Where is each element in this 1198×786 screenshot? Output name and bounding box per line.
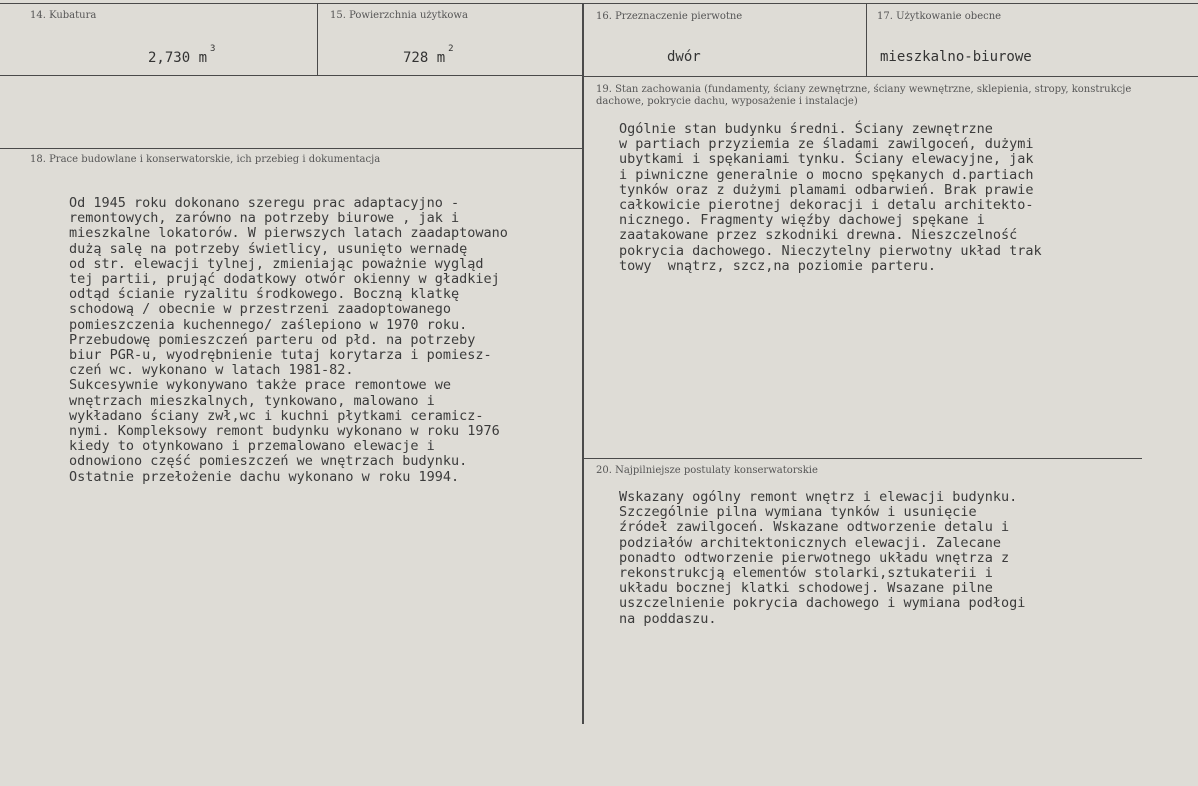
rule-row1-left-bottom bbox=[0, 75, 582, 76]
kubatura-label: 14. Kubatura bbox=[30, 10, 97, 21]
rule-row1-right-bottom bbox=[582, 76, 1198, 77]
rule-main-vertical bbox=[582, 4, 584, 724]
rule-top bbox=[0, 3, 1198, 4]
kubatura-unit-exponent: 3 bbox=[210, 44, 216, 54]
stan-zachowania-text: Ogólnie stan budynku średni. Ściany zewnętrzne w partiach przyziemia ze śladami zawilgoceń, dużymi ubytkami i spękaniami tynku. Ściany elewacyjne, jak i piwniczne generalnie o mocno spękanych d.partiach tynków oraz z dużymi plamami odbarwień. Brak prawie całkowicie pierotnej dekoracji i detalu architekto- nicznego. Fragmenty więźby dachowej spękane i zaatakowane przez szkodniki drewna. Nieszczelność pokrycia dachowego. Nieczytelny pierwotny układ trak towy wnątrz, szcz,na poziomie parteru. bbox=[619, 121, 1042, 274]
rule-divider-16-17 bbox=[866, 4, 867, 76]
kubatura-number: 2,730 m bbox=[148, 50, 208, 66]
rule-section18-top bbox=[0, 148, 582, 149]
przeznaczenie-label: 16. Przeznaczenie pierwotne bbox=[596, 11, 743, 22]
przeznaczenie-value: dwór bbox=[667, 49, 701, 65]
powierzchnia-number: 728 m bbox=[403, 50, 446, 66]
postulaty-text: Wskazany ogólny remont wnętrz i elewacji budynku. Szczególnie pilna wymiana tynków i usunięcie źródeł zawilgoceń. Wskazane odtworzenie detalu i podziałów architektonicznych elewacji. Zalecane ponadto odtworzenie pierwotnego układu wnętrza z rekonstrukcją elementów stolarki,sztukaterii i układu bocznej klatki schodowej. Wsazane pilne uszczelnienie pokrycia dachowego i wymiana podłogi na poddaszu. bbox=[619, 489, 1026, 627]
uzytkowanie-value: mieszkalno-biurowe bbox=[880, 49, 1032, 65]
postulaty-label: 20. Najpilniejsze postulaty konserwatorskie bbox=[596, 465, 818, 476]
powierzchnia-unit-exponent: 2 bbox=[448, 44, 454, 54]
powierzchnia-label: 15. Powierzchnia użytkowa bbox=[330, 10, 468, 21]
prace-budowlane-text: Od 1945 roku dokonano szeregu prac adaptacyjno - remontowych, zarówno na potrzeby biurowe , jak i mieszkalne lokatorów. W pierwszych latach zaadaptowano dużą salę na potrzeby świetlicy, usunięto wernadę od str. elewacji tylnej, zmieniając poważnie wygląd tej partii, prująć dodatkowy otwór okienny w gładkiej odtąd ścianie ryzalitu środkowego. Boczną klatkę schodową / obecnie w przestrzeni zaadoptowanego pomieszczenia kuchennego/ zaślepiono w 1970 roku. Przebudowę pomieszczeń parteru od płd. na potrzeby biur PGR-u, wyodrębnienie tutaj korytarza i pomiesz- czeń wc. wykonano w latach 1981-82. Sukcesywnie wykonywano także prace remontowe we wnętrzach mieszkalnych, tynkowano, malowano i wykładano ściany zwł,wc i kuchni płytkami ceramicz- nymi. Kompleksowy remont budynku wykonano w roku 1976 kiedy to otynkowano i przemalowano elewacje i odnowiono część pomieszczeń we wnętrzach budynku. Ostatnie przełożenie dachu wykonano w roku 1994. bbox=[69, 195, 508, 485]
powierzchnia-value bbox=[403, 44, 454, 66]
uzytkowanie-label: 17. Użytkowanie obecne bbox=[877, 11, 1002, 22]
rule-section20-top bbox=[584, 458, 1142, 459]
stan-zachowania-label: 19. Stan zachowania (fundamenty, ściany zewnętrzne, ściany wewnętrzne, sklepienia, stropy, konstrukcje dachowe, pokrycie dachu, wyposażenie i instalacje) bbox=[596, 84, 1132, 107]
prace-budowlane-label: 18. Prace budowlane i konserwatorskie, ich przebieg i dokumentacja bbox=[30, 154, 381, 165]
rule-divider-14-15 bbox=[317, 4, 318, 75]
kubatura-value bbox=[148, 44, 216, 66]
